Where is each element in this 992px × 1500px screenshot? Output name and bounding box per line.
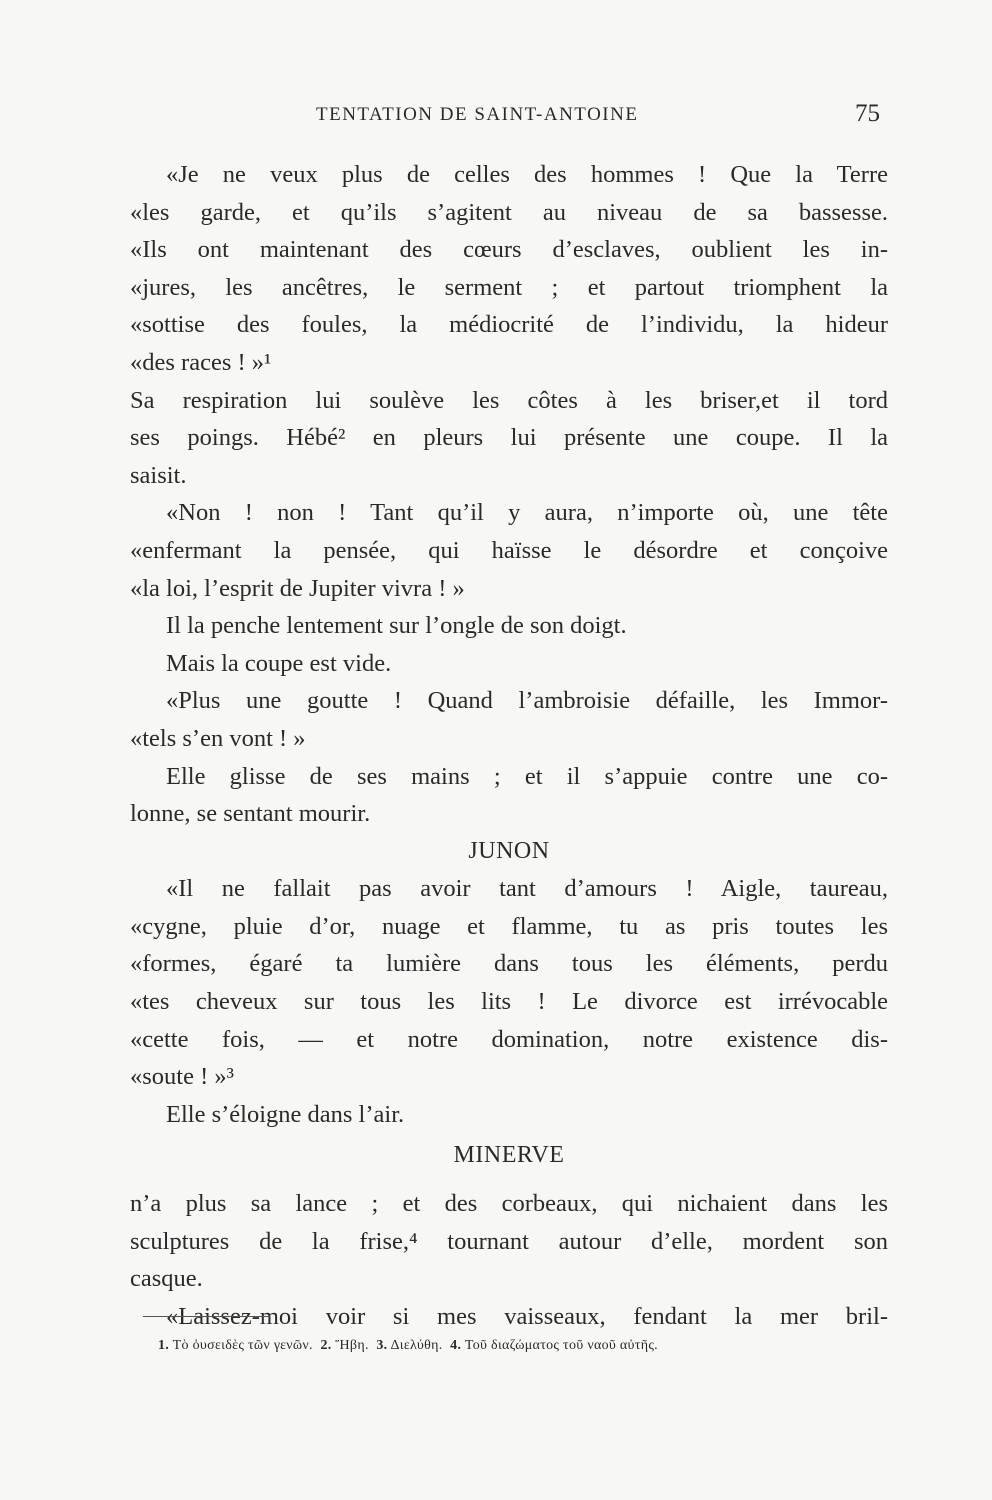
text-line: «cygne, pluie d’or, nuage et flamme, tu as pris toutes les <box>130 912 888 940</box>
page-number: 75 <box>855 100 880 127</box>
text-line: «les garde, et qu’ils s’agitent au niveau de sa bassesse. <box>130 198 888 226</box>
text-line: «cette fois, — et notre domination, notre existence dis- <box>130 1025 888 1053</box>
footnotes <box>158 1338 858 1354</box>
body-text <box>130 156 888 1335</box>
page-header <box>130 100 882 140</box>
text-line: «Non ! non ! Tant qu’il y aura, n’importe où, une tête <box>166 499 888 527</box>
text-line: «Il ne fallait pas avoir tant d’amours ! Aigle, taureau, <box>166 875 888 903</box>
running-title: TENTATION DE SAINT-ANTOINE <box>316 104 639 125</box>
text-line: «enfermant la pensée, qui haïsse le désordre et conçoive <box>130 536 888 564</box>
text-line: Il la penche lentement sur l’ongle de son doigt. <box>166 612 627 640</box>
text-line: casque. <box>130 1265 203 1293</box>
text-line: Elle s’éloigne dans l’air. <box>166 1100 405 1128</box>
text-line: «Plus une goutte ! Quand l’ambroisie défaille, les Immor- <box>166 687 888 715</box>
text-line: ses poings. Hébé² en pleurs lui présente une coupe. Il la <box>130 424 888 452</box>
text-line: «Laissez-moi voir si mes vaisseaux, fendant la mer bril- <box>166 1302 888 1330</box>
text-line: Sa respiration lui soulève les côtes à les briser,et il tord <box>130 386 888 414</box>
text-line: «sottise des foules, la médiocrité de l’individu, la hideur <box>130 311 888 339</box>
text-line: «Ils ont maintenant des cœurs d’esclaves, oublient les in- <box>130 236 888 264</box>
footnote-4: 4. Τοῦ διαζώματος τοῦ ναοῦ αὐτῆς. <box>450 1338 658 1353</box>
footnote-separator <box>143 1316 270 1317</box>
text-line: «soute ! »³ <box>130 1063 234 1091</box>
text-line: saisit. <box>130 461 187 489</box>
footnote-1: 1. Τὸ ὀυσειδὲς τῶν γενῶν. <box>158 1338 313 1353</box>
text-line: «tes cheveux sur tous les lits ! Le divorce est irrévocable <box>130 988 888 1016</box>
section-heading-minerve: MINERVE <box>453 1142 565 1169</box>
section-heading-junon: JUNON <box>468 837 550 864</box>
text-line: n’a plus sa lance ; et des corbeaux, qui nichaient dans les <box>130 1190 888 1218</box>
text-line: sculptures de la frise,⁴ tournant autour d’elle, mordent son <box>130 1227 888 1255</box>
text-line: Elle glisse de ses mains ; et il s’appuie contre une co- <box>166 762 888 790</box>
text-line: «des races ! »¹ <box>130 348 272 376</box>
text-line: «la loi, l’esprit de Jupiter vivra ! » <box>130 574 465 602</box>
text-line: «tels s’en vont ! » <box>130 724 306 752</box>
text-line: lonne, se sentant mourir. <box>130 800 371 828</box>
text-line: Mais la coupe est vide. <box>166 649 392 677</box>
footnote-2: 2. Ἥβη. <box>320 1338 369 1353</box>
footnote-3: 3. Διελύθη. <box>376 1338 443 1353</box>
text-line: «jures, les ancêtres, le serment ; et partout triomphent la <box>130 273 888 301</box>
text-line: «Je ne veux plus de celles des hommes ! Que la Terre <box>166 161 888 188</box>
text-line: «formes, égaré ta lumière dans tous les éléments, perdu <box>130 950 888 978</box>
